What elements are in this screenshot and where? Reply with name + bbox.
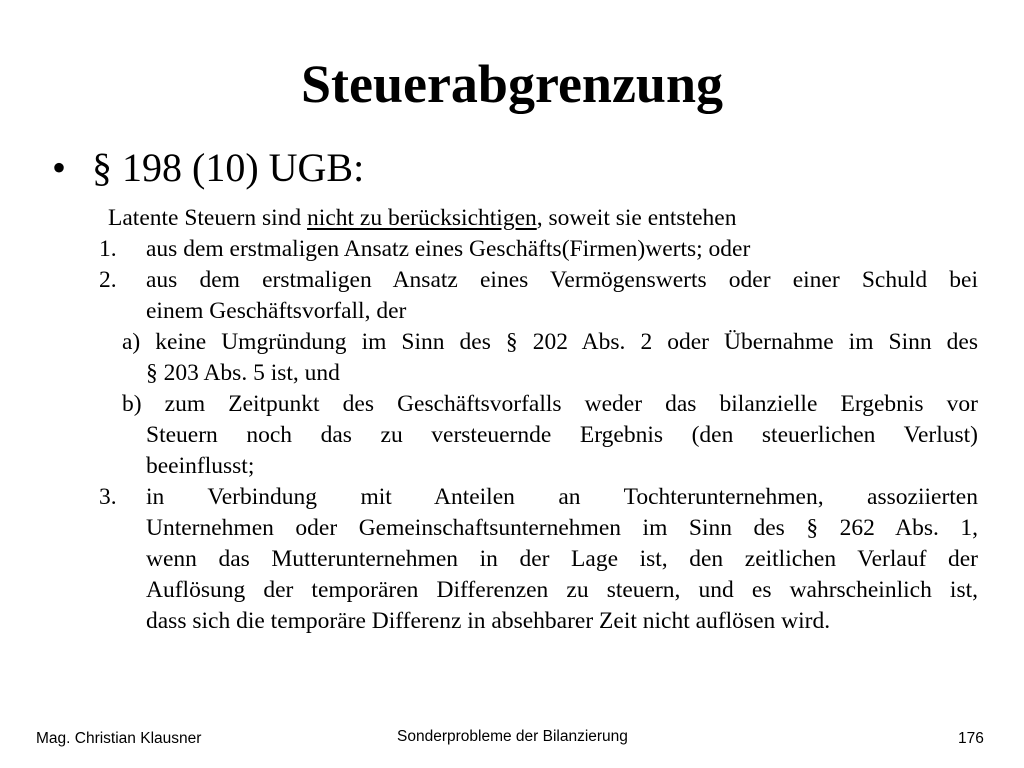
- item2b-line1: b) zum Zeitpunkt des Geschäftsvorfalls weder das bilanzielle Ergebnis vor: [122, 391, 978, 417]
- footer-author: Mag. Christian Klausner: [36, 730, 202, 747]
- item2-marker: 2.: [99, 267, 117, 293]
- intro-line: [108, 203, 736, 234]
- footer-page-number: 176: [958, 730, 984, 747]
- item2a-line2: § 203 Abs. 5 ist, und: [146, 360, 340, 386]
- item2b-line3: beeinflusst;: [146, 453, 255, 479]
- item1-marker: 1.: [99, 236, 117, 262]
- item3-line2: Unternehmen oder Gemeinschaftsunternehmen im Sinn des § 262 Abs. 1,: [146, 515, 978, 541]
- intro-text: Latente Steuern sind: [108, 205, 308, 231]
- bullet-icon: •: [52, 145, 67, 190]
- intro-text-end: , soweit sie entstehen: [536, 205, 737, 231]
- item2-line1: aus dem erstmaligen Ansatz eines Vermögenswerts oder einer Schuld bei: [146, 267, 978, 293]
- item2a-line1: a) keine Umgründung im Sinn des § 202 Abs. 2 oder Übernahme im Sinn des: [122, 329, 978, 355]
- intro-underlined-text: nicht zu berücksichtigen: [307, 205, 537, 231]
- item3-line1: in Verbindung mit Anteilen an Tochterunternehmen, assoziierten: [146, 484, 978, 510]
- bullet-heading: § 198 (10) UGB:: [92, 145, 365, 190]
- item3-line4: Auflösung der temporären Differenzen zu steuern, und es wahrscheinlich ist,: [146, 577, 978, 603]
- item3-marker: 3.: [99, 484, 117, 510]
- item3-line5: dass sich die temporäre Differenz in absehbarer Zeit nicht auflösen wird.: [146, 608, 831, 634]
- slide-title: Steuerabgrenzung: [300, 54, 723, 114]
- footer-course: Sonderprobleme der Bilanzierung: [397, 728, 628, 745]
- item2b-line2: Steuern noch das zu versteuernde Ergebnis (den steuerlichen Verlust): [146, 422, 978, 448]
- item2-line2: einem Geschäftsvorfall, der: [146, 298, 407, 324]
- item1-text: aus dem erstmaligen Ansatz eines Geschäfts(Firmen)werts; oder: [146, 236, 751, 262]
- item3-line3: wenn das Mutterunternehmen in der Lage ist, den zeitlichen Verlauf der: [146, 546, 978, 572]
